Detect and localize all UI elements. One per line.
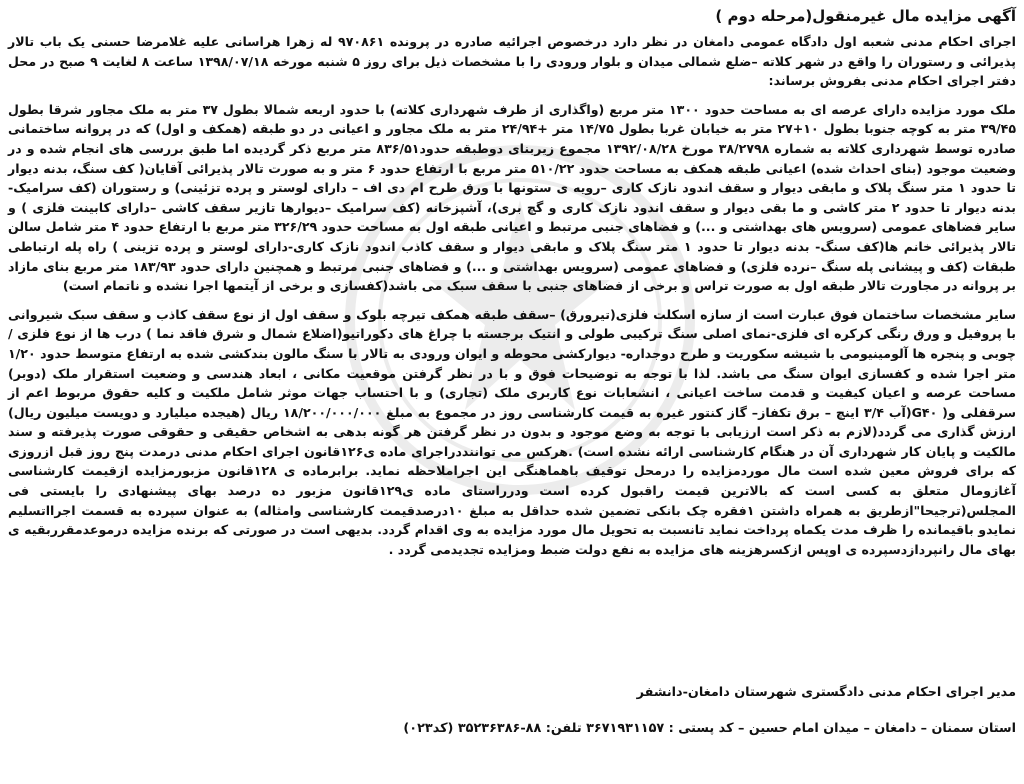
notice-paragraph-property: ملک مورد مزایده دارای عرصه ای به مساحت حدود ۱۳۰۰ متر مربع (واگذاری از طرف شهرداری کلاته) با حدود اربعه شمالا بطول ۳۷ متر به ملک مجاور شرقا بطول ۳۹/۴۵ متر به کوچه جنوبا بطول ۱۰+۲۷ متر به خیابان غربا بطول ۱۴/۷۵ متر +۲۴/۹۴ متر به ملک مجاور و اعیانی در دو طبقه (همکف و اول) که در پروانه ساختمانی صادره توسط شهرداری کلاته به شماره ۳۸/۲۷۹۸ مورخ ۱۳۹۲/۰۸/۲۸ مجموع زیربنای دوطبقه حدود۸۳۶/۵۱ متر مربع ذکر گردیده اما طبق بررسی های انجام شده و در وضعیت موجود (بنای احداث شده) اعیانی طبقه همکف به مساحت حدود ۵۱۰/۲۲ متر مربع با ارتفاع حدود ۶ متر و به صورت تالار پذیرائی آقایان( کف سنگ، بدنه دیوار تا حدود ۱ متر سنگ پلاک و مابقی دیوار و سقف اندود نازک کاری –رویه ی ستونها با ورق طرح ام دی اف – دارای لوستر و پرده تزئینی) و رستوران (کف سرامیک-بدنه دیوار تا حدود ۲ متر کاشی و ما بقی دیوار و سقف اندود نازک کاری و گچ بری)، آشپزخانه (کف سرامیک –دیوارها تازیر سقف کاشی –دارای کابینت فلزی ) و سایر فضاهای عمومی (سرویس های بهداشتی و ...) و فضاهای جنبی مرتبط و اعیانی طبقه اول به مساحت حدود ۳۲۶/۲۹ متر مربع با ارتفاع حدود ۴ متر شامل سالن تالار پذیرائی خانم ها(کف سنگ- بدنه دیوار تا حدود ۱ متر سنگ پلاک و مابقی دیوار و سقف کاذب اندود نازک کاری-دارای لوستر و پرده تزینی ) راه پله ارتباطی طبقات (کف و پیشانی پله سنگ –نرده فلزی) و فضاهای عمومی (سرویس بهداشتی و ...) و فضاهای جنبی مرتبط و همچنین دارای حدود ۱۸۳/۹۳ متر مربع بنای مازاد بر پروانه در مجاورت تالار طبقه اول به صورت تراس و برخی از فضاهای جنبی با سقف سبک می باشد(کفسازی و برخی از آیتمها اجرا نشده و ناتمام است): [8, 101, 1017, 294]
notice-signature: مدیر اجرای احکام مدنی دادگستری شهرستان دامغان-دانشفر: [636, 685, 1016, 700]
notice-address: استان سمنان – دامغان – میدان امام حسین – کد پستی : ۳۶۷۱۹۳۱۱۵۷ تلفن: ۸۸-۳۵۲۳۶۳۸۶ (کد۰۲۳): [403, 721, 1016, 736]
notice-title: آگهی مزایده مال غیرمنقول(مرحله دوم ): [715, 7, 1016, 25]
notice-paragraph-specifications: سایر مشخصات ساختمان فوق عبارت است از سازه اسکلت فلزی(تیرورق) –سقف طبقه همکف تیرچه بلوک و سقف اول از نوع سقف کاذب و سقف سبک شیروانی با پروفیل و ورق رنگی کرکره ای فلزی-نمای اصلی سنگ ترکیبی طولی و انتیک برجسته با چراغ های دکوراتیو(اضلاع شمال و شرق فاقد نما ) درب ها از نوع فلزی / چوبی و پنجره ها آلومینیومی با شیشه سکوریت و طرح دوجداره- دیوارکشی محوطه و ایوان ورودی به تالار با سنگ مالون بندکشی شده به ارتفاع متوسط حدود ۱/۲۰ متر اجرا شده و کفسازی ایوان سنگ می باشد. لذا با توجه به توضیحات فوق و با در نظر گرفتن موقعیت مکانی ، ابعاد هندسی و وضعیت استقرار ملک (دوبر) مساحت عرصه و اعیان کیفیت و قدمت ساخت اعیانی ، انشعابات نوع کاربری ملک (تجاری) و با احتساب جهات موثر شامل ملکیت و کلیه حقوق مربوط اعم از سرقفلی و( G۴۰(آب ۳/۴ اینچ – برق تکفاز– گاز کنتور غیره به قیمت کارشناسی روز در مجموع به مبلغ ۱۸/۲۰۰/۰۰۰/۰۰۰ ریال (هیجده میلیارد و دویست میلیون ریال) ارزش گذاری می گردد(لازم به ذکر است ارزیابی با توجه به وضع موجود و بدون در نظر گرفتن هر گونه بدهی به اشخاص حقیقی و حقوقی صورت پذیرفته و سند مالکیت و پایان کار شهرداری آن در هنگام کارشناسی ارائه نشده است) .هرکس می تواننددراجرای ماده ی۱۲۶قانون اجرای احکام مدنی درمدت پنج روز قبل ازروزی که برای فروش معین شده است مال موردمزایده را درمحل توقیف باهماهنگی این اجراملاحظه نماید. برابرماده ی ۱۲۸قانون مزبورمزایده ازقیمت کارشناسی آغازومال متعلق به کسی است که بالاترین قیمت راقبول کرده است ودرراستای ماده ی۱۲۹قانون مزبور ده درصد بهای پیشنهادی را بایستی فی المجلس(ترجیحا"ازطریق به همراه داشتن ۱فقره چک بانکی تضمین شده حداقل به مبلغ ۱۰درصدقیمت کارشناسی وامثاله) به عنوان سپرده به قسمت اجرااتسلیم نمایدو باقیمانده را ظرف مدت یکماه پرداخت نماید تانسبت به تحویل مال مورد مزایده به وی اقدام گردد. بدیهی است در صورتی که برنده مزایده درموعدمقرربقیه ی بهای مال رانپردازدسپرده ی اوپس ازکسرهزینه های مزایده به نفع دولت ضبط ومزایده تجدیدمی گردد .: [8, 306, 1017, 557]
notice-paragraph-intro: اجرای احکام مدنی شعبه اول دادگاه عمومی دامغان در نظر دارد درخصوص اجرائیه صادره در پرونده ۹۷۰۸۶۱ له زهرا هراسانی علیه غلامرضا حسنی یک باب تالار پذیرائی و رستوران را واقع در شهر کلاته –ضلع شمالی میدان و بلوار ورودی را با مشخصات ذیل برای روز ۵ شنبه مورخه ۱۳۹۸/۰۷/۱۸ ساعت ۸ لغایت ۹ صبح در محل دفتر اجرای احکام مدنی بفروش برساند:: [8, 34, 1016, 89]
